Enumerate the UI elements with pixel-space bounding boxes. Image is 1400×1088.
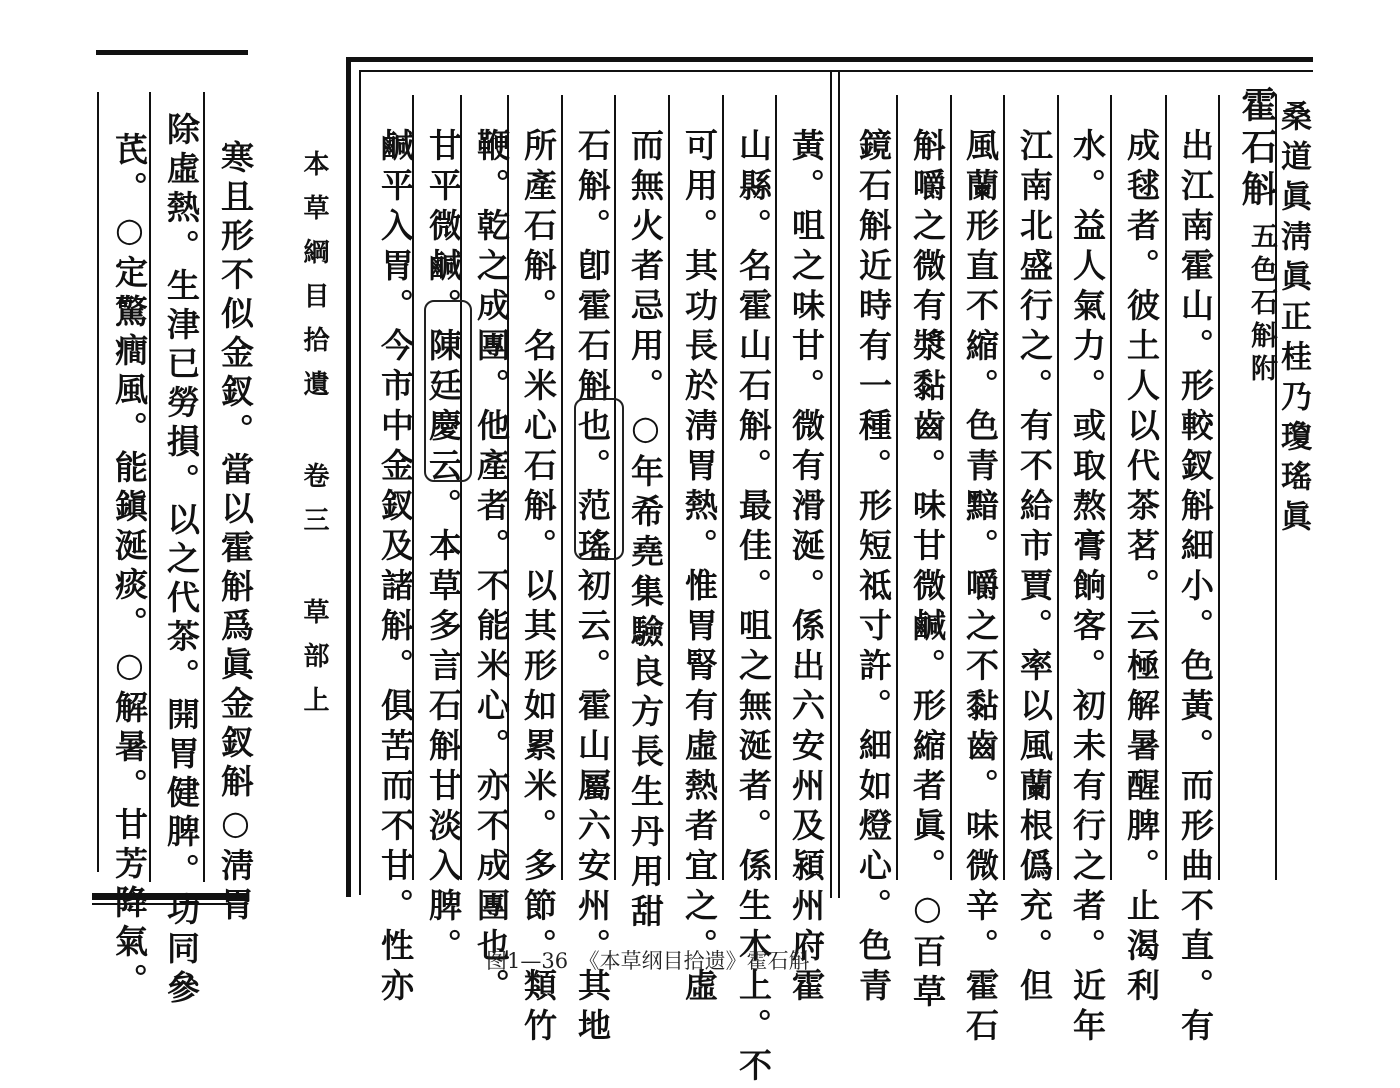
name-bracket [574, 398, 624, 560]
left-column-divider [97, 92, 99, 872]
text-column: 鹹平入胃。今市中金釵及諸斛。俱苦而不甘。性亦 [376, 128, 415, 1008]
left-text-column: 除虛熱。生津已勞損。以之代茶。開胃健脾。功同參 [162, 112, 201, 1009]
text-column: 鏡石斛近時有一種。形短祗寸許。細如燈心。色青 [854, 128, 893, 1008]
column-divider [1165, 95, 1167, 880]
frame-left-thick [346, 57, 351, 897]
text-column: 石斛。卽霍石斛也。范瑤初云。霍山屬六安州。其地 [573, 128, 612, 1048]
left-top-rule [96, 50, 248, 55]
frame-top-thin [360, 70, 1313, 72]
partial-cropped-column: 桑道眞淸眞正桂乃瓊瑤眞 [1275, 100, 1311, 540]
text-column: 山縣。名霍山石斛。最佳。咀之無涎者。係生木上。不 [734, 128, 773, 1088]
name-bracket [424, 300, 472, 482]
text-column: 出江南霍山。形較釵斛細小。色黃。而形曲不直。有 [1176, 128, 1215, 1048]
text-column: 鞭。乾之成團。他產者。不能米心。亦不成團也。 [472, 128, 511, 1008]
entry-heading: 霍石斛 [1236, 86, 1278, 212]
text-column: 斛嚼之微有漿黏齒。味甘微鹹。形縮者眞。○百草 [908, 128, 947, 1014]
spine-title: 本草綱目拾遺 卷三 草部上 [299, 150, 329, 730]
text-column: 黃。咀之味甘。微有滑涎。係出六安州及潁州府霍 [787, 128, 826, 1008]
text-column: 甘平微鹹。陳廷慶云。本草多言石斛甘淡入脾。 [424, 128, 463, 968]
left-text-column: 寒且形不似金釵。當以霍斛爲眞金釵斛○淸胃 [216, 140, 255, 926]
text-column: 江南北盛行之。有不給市賈。率以風蘭根僞充。但 [1015, 128, 1054, 1008]
frame-left-thin [359, 70, 361, 895]
text-column: 成毬者。彼土人以代茶茗。云極解暑醒脾。止渴利 [1122, 128, 1161, 1008]
text-column: 水。益人氣力。或取熬膏餉客。初未有行之者。近年 [1068, 128, 1107, 1048]
frame-top-thick [348, 57, 1313, 62]
left-text-column: 芪。○定驚癎風。能鎭涎痰。○解暑。甘芳降氣。 [110, 132, 149, 1002]
text-column: 而無火者忌用。○年希堯集驗良方長生丹用甜 [626, 128, 665, 934]
frame-center-fold [838, 70, 840, 898]
entry-subheading: 五色石斛附 [1246, 222, 1277, 387]
text-column: 所產石斛。名米心石斛。以其形如累米。多節。類竹 [519, 128, 558, 1048]
text-column: 風蘭形直不縮。色青黯。嚼之不黏齒。味微辛。霍石 [961, 128, 1000, 1048]
text-column: 可用。其功長於淸胃熱。惟胃腎有虛熱者宜之。虛 [680, 128, 719, 1008]
figure-caption: 图1—36 《本草纲目拾遗》霍石斛 [486, 949, 810, 973]
frame-center-fold [830, 70, 832, 898]
